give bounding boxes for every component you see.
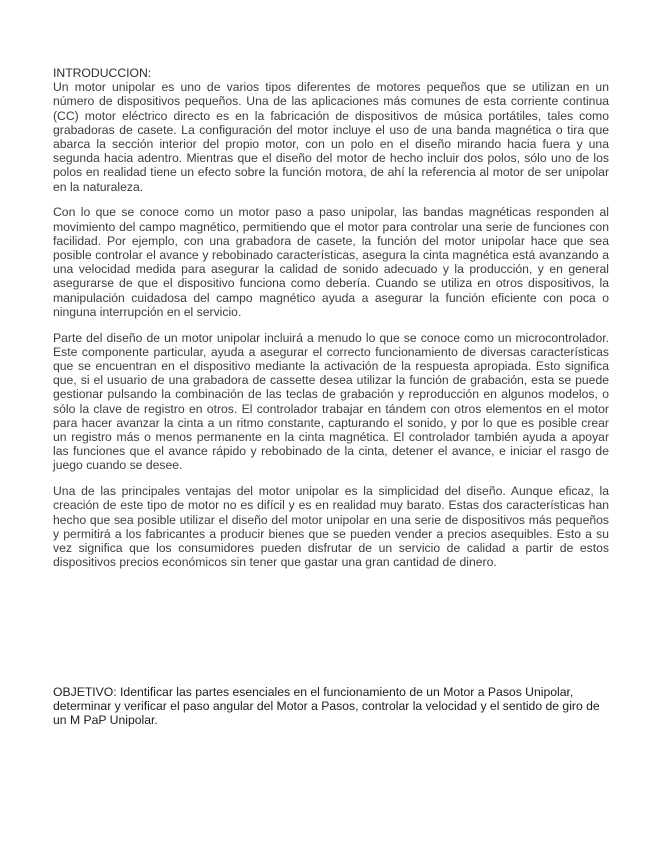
paragraph-4: Una de las principales ventajas del motor unipolar es la simplicidad del diseño. Aunque eficaz, la creación de este tipo de motor no es difícil y es en realidad muy barato. Estas dos características han hecho que sea posible utilizar el diseño del motor unipolar en una serie de dispositivos más pequeños y permitirá a los fabricantes a producir bienes que se pueden vender a precios asequibles. Esto a su vez significa que los consumidores pueden disfrutar de un servicio de calidad a partir de estos dispositivos precios económicos sin tener que gastar una gran cantidad de dinero. — [53, 484, 609, 570]
objective-paragraph: OBJETIVO: Identificar las partes esenciales en el funcionamiento de un Motor a Pasos Unipolar, determinar y verificar el paso angular del Motor a Pasos, controlar la velocidad y el sentido de giro de un M PaP Unipolar. — [53, 685, 600, 728]
paragraph-3: Parte del diseño de un motor unipolar incluirá a menudo lo que se conoce como un microcontrolador. Este componente particular, ayuda a asegurar el correcto funcionamiento de diversas características que se encuentran en el dispositivo mediante la activación de la respuesta apropiada. Esto significa que, si el usuario de una grabadora de cassette desea utilizar la función de grabación, esta se puede gestionar pulsando la combinación de las teclas de grabación y reproducción en algunos modelos, o sólo la clave de registro en otros. El controlador trabajar en tándem con otros elementos en el motor para hacer avanzar la cinta a un ritmo constante, capturando el sonido, y por lo que es posible crear un registro más o menos permanente en la cinta magnética. El controlador también ayuda a apoyar las funciones que el avance rápido y rebobinado de la cinta, detener el avance, e iniciar el rasgo de juego cuando se desee. — [53, 330, 609, 473]
document-body — [53, 66, 609, 581]
paragraph-2: Con lo que se conoce como un motor paso a paso unipolar, las bandas magnéticas responden al movimiento del campo magnético, permitiendo que el motor para controlar una serie de funciones con facilidad. Por ejemplo, con una grabadora de casete, la función del motor unipolar hace que sea posible controlar el avance y rebobinado características, asegura la cinta magnética está avanzando a una velocidad medida para asegurar la calidad de sonido adecuado y la producción, y en general asegurarse de que el dispositivo funciona como debería. Cuando se utiliza en otros dispositivos, la manipulación cuidadosa del campo magnético ayuda a asegurar la función eficiente con poca o ninguna interrupción en el servicio. — [53, 205, 609, 319]
paragraph-1: Un motor unipolar es uno de varios tipos diferentes de motores pequeños que se utilizan en un número de dispositivos pequeños. Una de las aplicaciones más comunes de esta corriente continua (CC) motor eléctrico directo es en la fabricación de dispositivos de música portátiles, tales como grabadoras de casete. La configuración del motor incluye el uso de una banda magnética o tira que abarca la sección interior del propio motor, con un polo en el diseño mirando hacia fuera y una segunda hacia adentro. Mientras que el diseño del motor de hecho incluir dos polos, sólo uno de los polos en realidad tiene un efecto sobre la función motora, de ahí la referencia al motor de ser unipolar en la naturaleza. — [53, 80, 609, 194]
section-heading-introduccion: INTRODUCCION: — [53, 66, 152, 80]
